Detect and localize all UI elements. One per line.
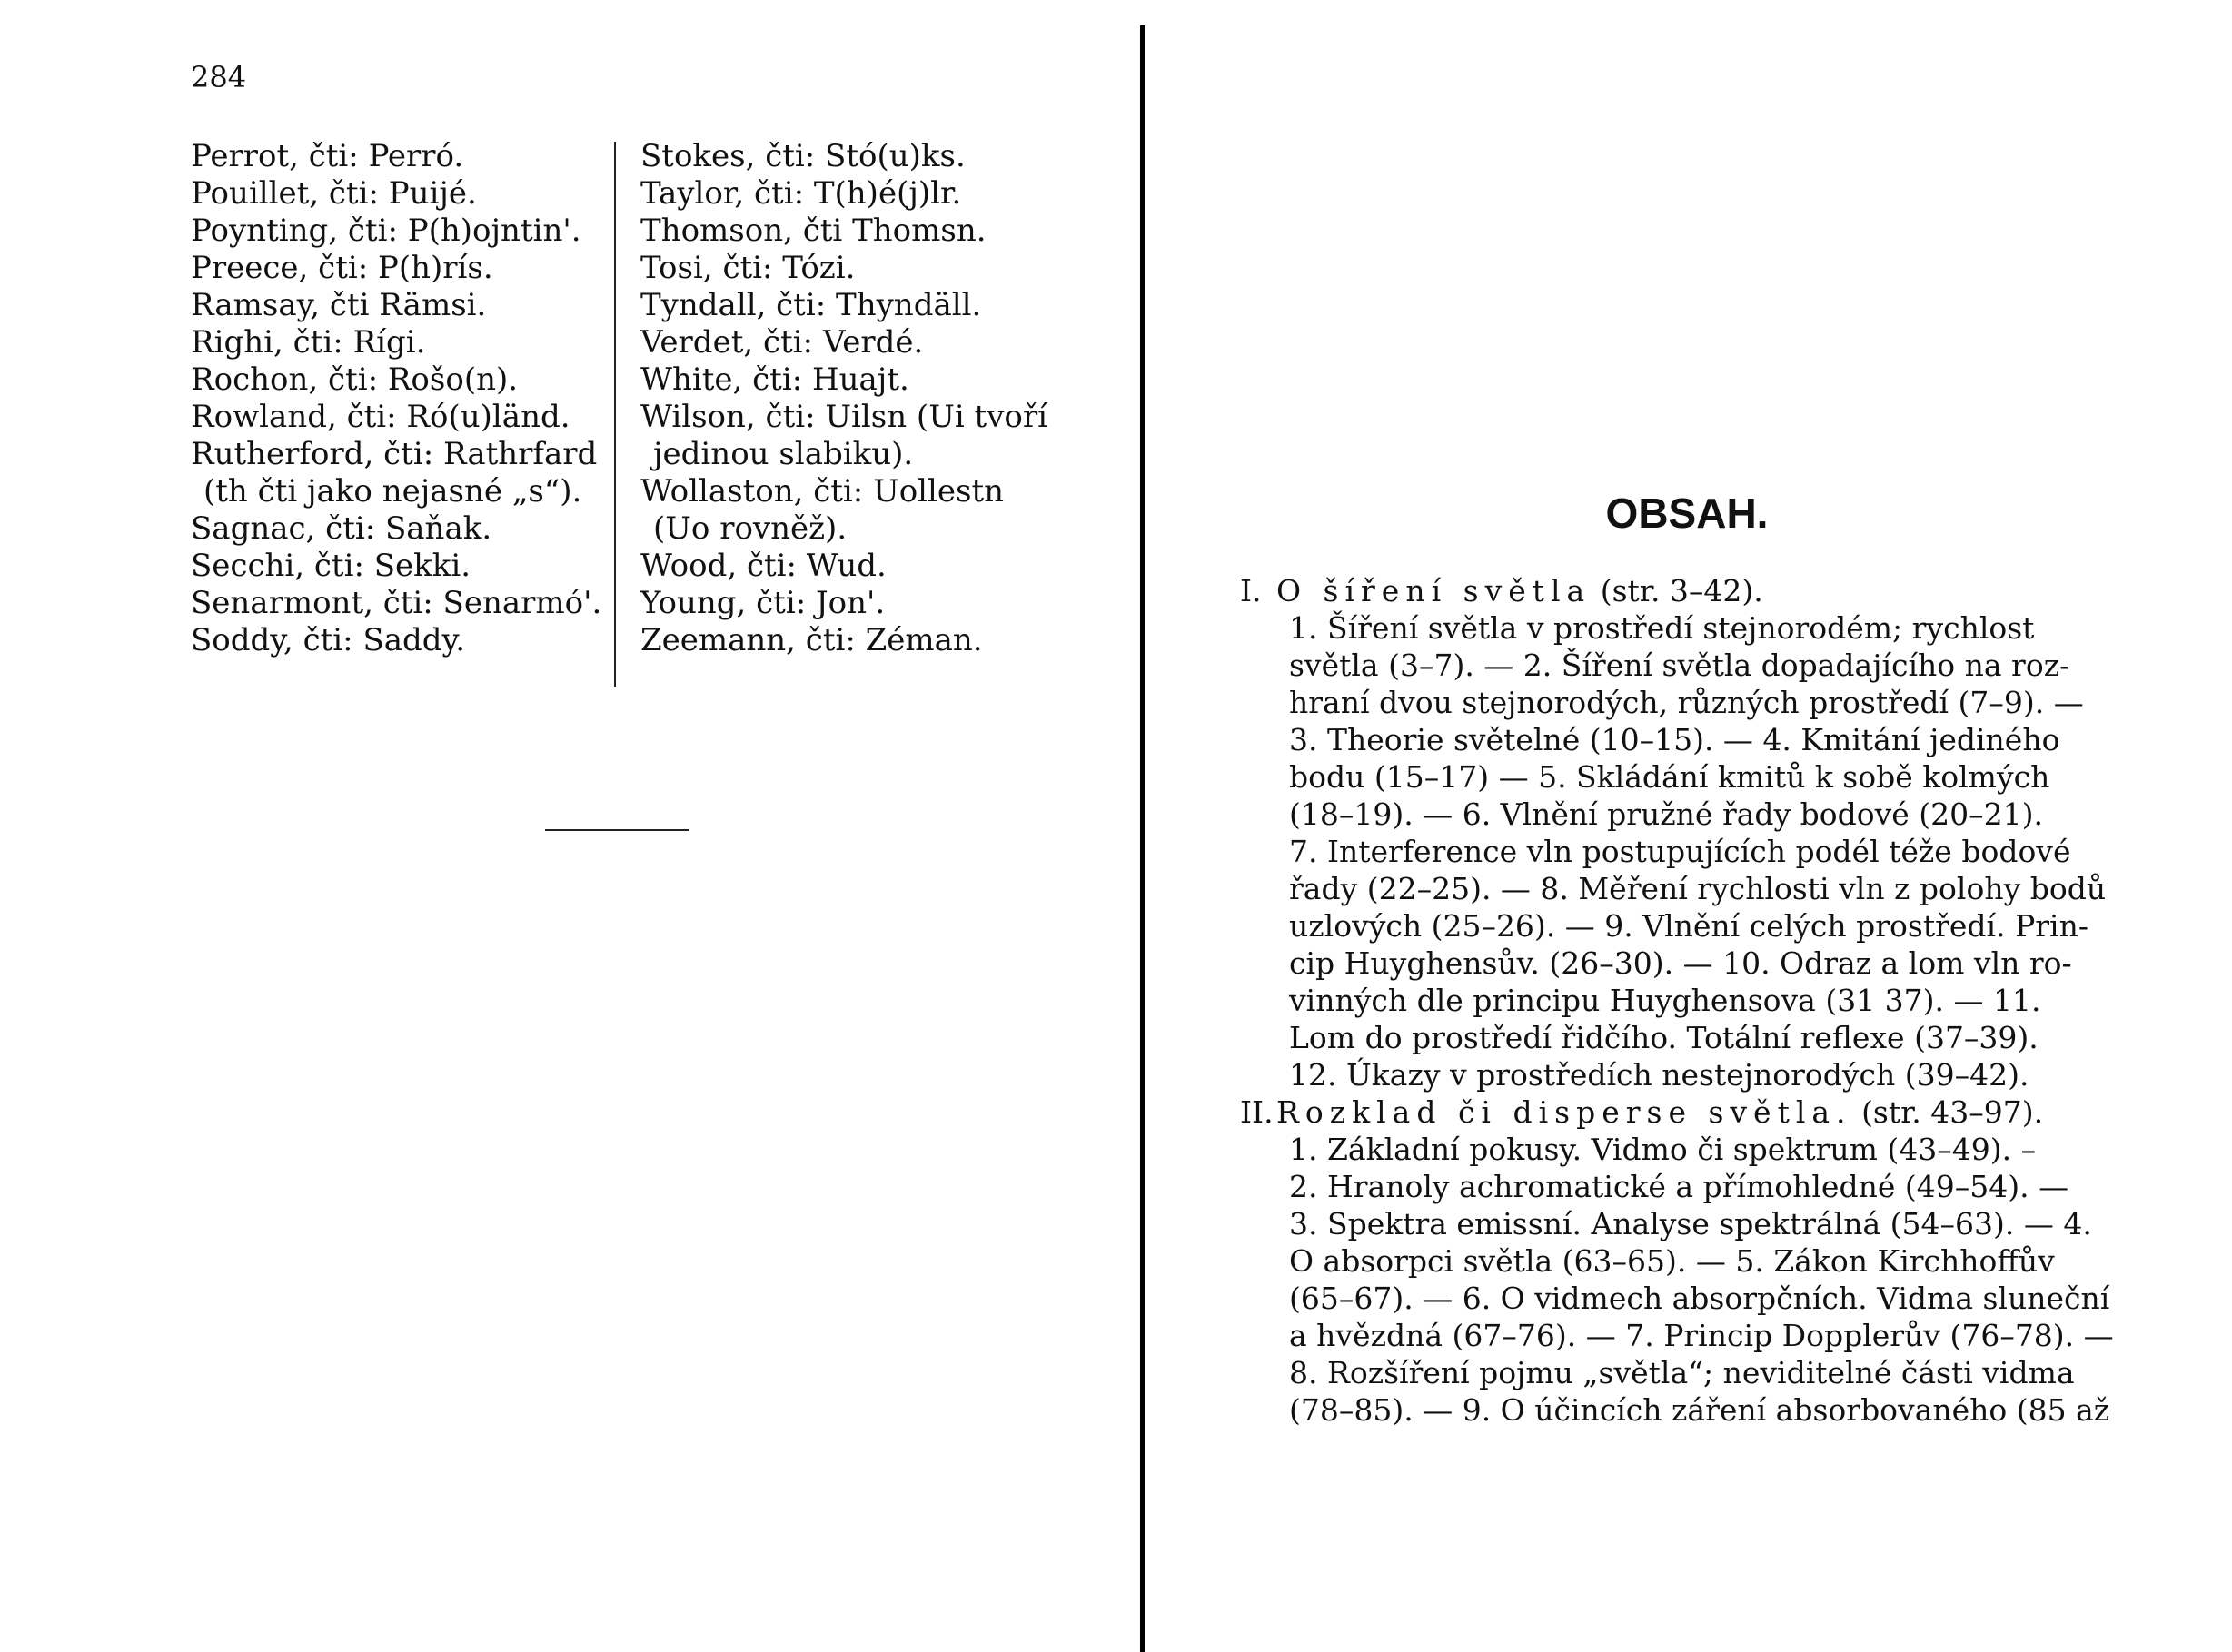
toc-line: (78–85). — 9. O účincích záření absorbovaného (85 až [1289,1392,2110,1428]
toc-line: a hvězdná (67–76). — 7. Princip Dopplerův (76–78). — [1289,1318,2114,1353]
toc-line: vinných dle principu Huyghensova (31 37). — 11. [1289,983,2041,1018]
pronunciation-entry: Perrot, čti: Perró. [191,138,464,174]
toc-line: 12. Úkazy v prostředích nestejnorodých (39–42). [1289,1057,2029,1093]
pronunciation-entry-continuation: (Uo rovněž). [653,510,848,547]
pronunciation-entry: Poynting, čti: P(h)ojntin'. [191,213,581,249]
pronunciation-entry: Rowland, čti: Ró(u)länd. [191,399,570,435]
pronunciation-entry: Zeemann, čti: Zéman. [640,622,983,658]
toc-line: Lom do prostředí řidčího. Totální reflexe (37–39). [1289,1020,2039,1055]
pronunciation-entry: Taylor, čti: T(h)é(j)lr. [640,175,962,212]
column-divider [614,142,616,687]
chapter-pages: (str. 43–97). [1861,1094,2044,1130]
chapter-contents [1240,1131,2176,1429]
pronunciation-entry: White, čti: Huajt. [640,361,909,398]
toc-line: hraní dvou stejnorodých, různých prostředí (7–9). — [1289,685,2084,720]
pronunciation-entry: Soddy, čti: Saddy. [191,622,466,658]
toc-line: (65–67). — 6. O vidmech absorpčních. Vidma sluneční [1289,1281,2110,1316]
pronunciation-entry: Tyndall, čti: Thyndäll. [640,287,982,323]
chapter-numeral: I. [1240,573,1262,608]
pronunciation-entry: Wollaston, čti: Uollestn [640,473,1005,509]
toc-line: cip Huyghensův. (26–30). — 10. Odraz a lom vln ro- [1289,945,2072,981]
end-rule-divider [545,829,689,831]
pronunciation-entry-continuation: (th čti jako nejasné „s“). [203,473,582,509]
pronunciation-entry: Stokes, čti: Stó(u)ks. [640,138,966,174]
chapter-title: O šíření světla [1276,573,1592,608]
pronunciation-entry: Verdet, čti: Verdé. [640,324,924,361]
table-of-contents [1240,572,2176,1429]
book-gutter [1140,25,1145,1652]
toc-line: 8. Rozšíření pojmu „světla“; neviditelné části vidma [1289,1355,2075,1390]
chapter-numeral: II. [1240,1094,1274,1130]
pronunciation-entry: Wood, čti: Wud. [640,548,887,584]
pronunciation-entry: Tosi, čti: Tózi. [640,250,856,286]
chapter-title: Rozklad či disperse světla. [1276,1094,1852,1130]
page-number: 284 [191,60,247,94]
pronunciation-column-left [191,138,609,659]
chapter-contents [1240,609,2176,1093]
right-page [1146,0,2232,1652]
pronunciation-entry: Secchi, čti: Sekki. [191,548,471,584]
pronunciation-entry: Pouillet, čti: Puijé. [191,175,477,212]
toc-line: 1. Šíření světla v prostředí stejnorodém; rychlost [1289,610,2035,646]
toc-line: řady (22–25). — 8. Měření rychlosti vln z polohy bodů [1289,871,2107,906]
toc-line: O absorpci světla (63–65). — 5. Zákon Kirchhoffův [1289,1243,2055,1279]
toc-line: (18–19). — 6. Vlnění pružné řady bodové (20–21). [1289,796,2044,832]
toc-line: 7. Interference vln postupujících podél téže bodové [1289,834,2071,869]
toc-line: 2. Hranoly achromatické a přímohledné (49–54). — [1289,1169,2069,1204]
pronunciation-entry: Righi, čti: Rígi. [191,324,426,361]
toc-line: uzlových (25–26). — 9. Vlnění celých prostředí. Prin- [1289,908,2089,944]
pronunciation-entry: Young, čti: Jon'. [640,585,886,621]
chapter-heading [1240,1093,2176,1131]
chapter-pages: (str. 3–42). [1600,573,1763,608]
pronunciation-entry: Sagnac, čti: Saňak. [191,510,492,547]
pronunciation-entry: Rutherford, čti: Rathrfard [191,436,598,472]
pronunciation-entry: Preece, čti: P(h)rís. [191,250,493,286]
chapter-heading [1240,572,2176,609]
pronunciation-column-right [640,138,1067,659]
toc-line: světla (3–7). — 2. Šíření světla dopadajícího na roz- [1289,648,2070,683]
pronunciation-entry: Rochon, čti: Rošo(n). [191,361,519,398]
toc-line: bodu (15–17) — 5. Skládání kmitů k sobě kolmých [1289,759,2050,795]
toc-line: 3. Theorie světelné (10–15). — 4. Kmitání jediného [1289,722,2060,757]
pronunciation-entry: Ramsay, čti Rämsi. [191,287,487,323]
pronunciation-entry-continuation: jedinou slabiku). [653,436,914,472]
toc-line: 3. Spektra emissní. Analyse spektrálná (54–63). — 4. [1289,1206,2092,1241]
toc-title: OBSAH. [1605,490,1769,537]
pronunciation-entry: Wilson, čti: Uilsn (Ui tvoří [640,399,1047,435]
pronunciation-entry: Thomson, čti Thomsn. [640,213,987,249]
toc-line: 1. Základní pokusy. Vidmo či spektrum (43–49). – [1289,1132,2037,1167]
pronunciation-entry: Senarmont, čti: Senarmó'. [191,585,602,621]
